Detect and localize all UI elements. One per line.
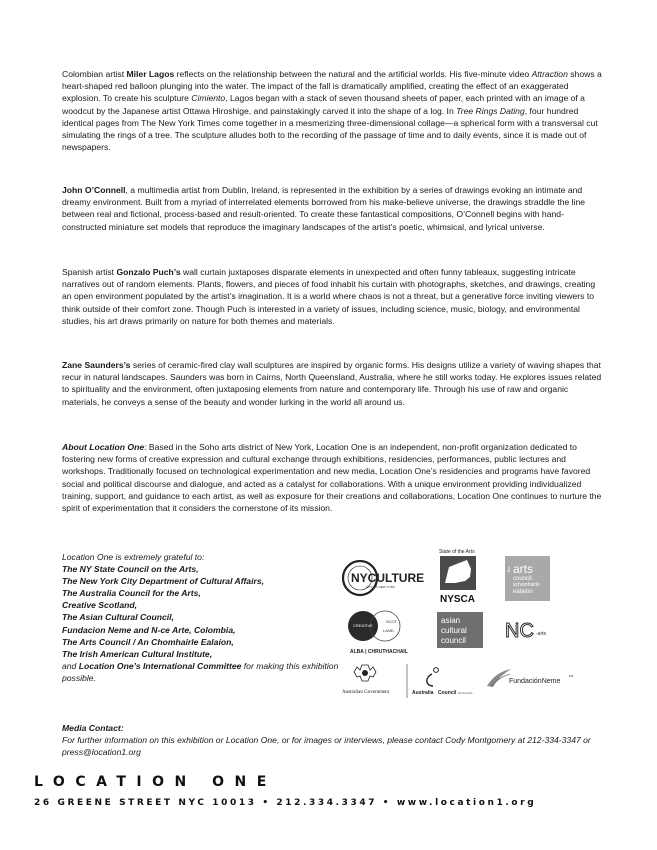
logo-text: schomhairle <box>513 582 540 588</box>
sponsor-item: The New York City Department of Cultural Affairs, <box>62 576 264 587</box>
sponsor-item: Location One’s International Committee <box>78 660 242 671</box>
sponsor-item: The Asian Cultural Council, <box>62 612 174 623</box>
acknowledgements <box>62 551 342 684</box>
logo-subtext: co <box>569 673 574 678</box>
australia-council-logo <box>406 664 478 700</box>
australian-government-logo <box>340 661 406 699</box>
media-contact <box>62 722 622 758</box>
text: , a multimedia artist from Dublin, Ireland, is represented in the exhibition by a series of drawings evoking an intimate and dreamy environment. Built from a myriad of interrelated elements borrowed from his make-believe universe, the drawings straddle the line between real and fictional, process-based and result-oriented. To create these fantastical compositions, O’Connell begins with hand-constructed miniature set models that reproduce the imaginary landscapes of the artist’s poetic, whimsical, and lyrical universe. <box>62 185 586 232</box>
sponsor-item: The Australia Council for the Arts, <box>62 588 201 599</box>
sponsor-item: The Arts Council / An Chomhairle Ealaíon, <box>62 636 234 647</box>
logo-text: FundaciónNeme <box>509 678 561 685</box>
logo-text: SCOT <box>386 619 398 624</box>
text: for making this exhibition possible. <box>62 660 339 683</box>
paragraph-about-location-one <box>62 441 607 514</box>
logo-text: Council <box>438 690 457 696</box>
arts-council-logo <box>505 556 550 601</box>
sponsor-item: The NY State Council on the Arts, <box>62 564 199 575</box>
sponsor-item: Fundacion Neme and N-ce Arte, Colombia, <box>62 624 236 635</box>
footer-address: 26 GREENE STREET NYC 10013 • 212.334.3347 • www.location1.org <box>34 798 537 808</box>
creative-scotland-logo <box>345 607 415 657</box>
nysca-logo <box>437 547 481 607</box>
media-contact-heading: Media Contact: <box>62 723 124 733</box>
paragraph-gonzalo-puch <box>62 266 607 327</box>
logo-subtext: the <box>506 566 511 572</box>
section-heading: About Location One <box>62 442 145 452</box>
logo-text: council <box>441 636 466 645</box>
fundacion-neme-logo <box>485 666 580 690</box>
logo-subtext: CITY OF NEW YORK <box>366 585 395 589</box>
artist-name: John O’Connell <box>62 185 126 195</box>
paragraph-john-oconnell <box>62 184 607 233</box>
work-title: Attraction <box>531 69 568 79</box>
acknowledgements-intro: Location One is extremely grateful to: <box>62 552 205 562</box>
text: : Based in the Soho arts district of New York, Location One is an independent, non-profit organization dedicated to fostering new forms of creative expression and cultural exchange through exhibitions, residencies, performances, public lectures and workshops. Traditionally focused on technological experimentation and new media, Location One’s residencies and programs have favored social and political discourse and dialogue, and acted as a catalyst for collaborations. With a unique environment providing individualized training, support, and guidance to each artist, as well as exposure for their creations and collaborations, Location One continues to nurture the spirit of experimentation that it considers the cornerstone of its mission. <box>62 442 602 514</box>
nc-arte-logo <box>503 618 563 642</box>
acknowledgements-closing <box>62 660 342 684</box>
sponsor-item: Creative Scotland, <box>62 600 137 611</box>
logo-text: arts <box>513 562 534 576</box>
logo-text: cultural <box>441 626 467 635</box>
text: , Lagos began with a stack of seven thousand sheets of paper, each printed with an image of a woodcut by the Japanese artist Ottawa Hiroshige, and painstakingly carved it into the shape of a log. In <box>62 93 585 116</box>
logo-subtext: for the Arts <box>458 691 473 695</box>
asian-cultural-council-logo <box>437 612 483 648</box>
nyc-culture-logo <box>340 557 430 601</box>
logo-text: LAND <box>383 628 394 633</box>
logo-subtext: State of the Arts <box>439 549 475 555</box>
logo-subtext: ALBA | CHRUTHACHAIL <box>350 649 408 655</box>
text: , four hundred identical pages from The New York Times come together in a mesmerizing three-dimensional collage—a spherical form with a transversal cut simulating the rings of a tree. The sculpture alludes both to the recording of the passage of time and to daily events, since it is made out of newspapers. <box>62 105 598 153</box>
logo-text: NYCULTURE <box>351 571 425 585</box>
work-title: Cimiento <box>191 93 226 104</box>
paragraph-zane-saunders <box>62 359 607 408</box>
logo-text: CREATIVE <box>353 623 373 628</box>
footer-brand: LOCATION ONE <box>34 774 277 790</box>
paragraph-miler-lagos <box>62 68 607 153</box>
text: shows a heart-shaped red balloon plunging into the water. The impact of the fall is dramatically amplified, creating the effect of an exaggerated explosion. To create his sculpture <box>62 69 602 104</box>
logo-text: ealaíon <box>513 589 533 595</box>
text: series of ceramic-fired clay wall sculptures are inspired by organic forms. His designs utilize a variety of waving shapes that recur in natural landscapes. Saunders was born in Cairns, North Queensland, Australia, where he still works today. He explores issues related to spirituality and the environment, often juxtaposing elements from nature and contemporary life. Through his use of raw and organic materials, he conveys a sense of the beauty and wonder lurking in the world all around us. <box>62 360 602 407</box>
text: Spanish artist <box>62 267 117 277</box>
logo-text: NC <box>505 620 534 642</box>
text: wall curtain juxtaposes disparate elements in unexpected and often funny tableaux, suggesting intricate narratives out of random elements. Plants, flowers, and pieces of food inhabit his curtain with photographs, sketches, and drawings, creating an open environment populated by the artist’s imagination. It is a world where chaos is not a threat, but a generative force inviting viewers to think outside of their comfort zone. Though Puch is interested in a variety of issues, including science, music, biology, and environmental studies, his art draws primarily on nature for both themes and materials. <box>62 267 596 326</box>
work-title: Tree Rings Dating <box>456 105 525 116</box>
logo-text: Australia <box>412 690 434 696</box>
logo-text: Australian Government <box>342 690 390 695</box>
logo-subtext: -arte <box>536 631 547 637</box>
logo-text: asian <box>441 616 461 625</box>
text: reflects on the relationship between the natural and the artificial worlds. His five-minute video <box>174 69 532 79</box>
sponsor-item: The Irish American Cultural Institute, <box>62 648 213 659</box>
logo-text: council <box>513 576 532 582</box>
text: Colombian artist <box>62 69 127 79</box>
text: and <box>62 660 79 671</box>
artist-name: Miler Lagos <box>126 69 175 79</box>
media-contact-body: For further information on this exhibition or Location One, or for images or interviews, please contact Cody Montgomery at 212-334-3347 or press@location1.org <box>62 735 591 757</box>
logo-text: NYSCA <box>440 594 476 605</box>
artist-name: Gonzalo Puch’s <box>116 267 181 277</box>
artist-name: Zane Saunders’s <box>62 360 131 370</box>
